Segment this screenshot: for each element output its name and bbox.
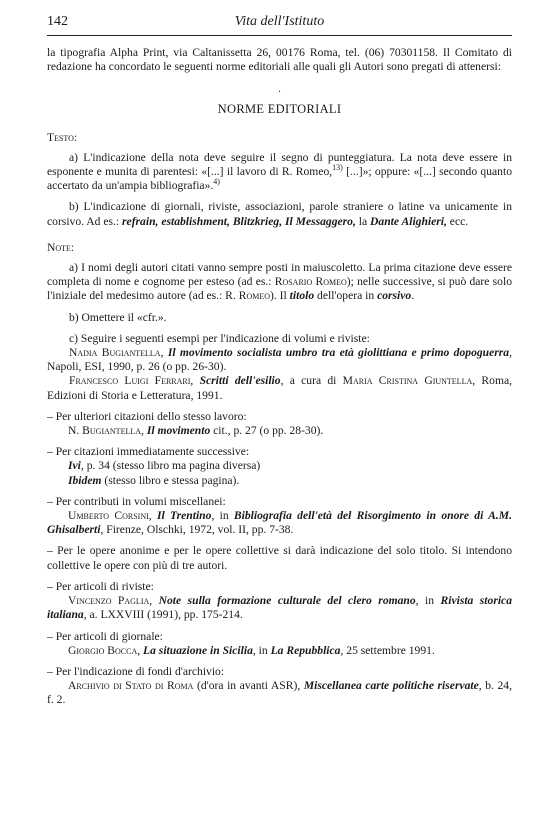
example-author: Vincenzo Paglia (68, 594, 150, 608)
ivi-example: Ivi, p. 34 (stesso libro ma pagina diversa) (68, 459, 261, 473)
note-a-text2: ); nelle successive, si può dare solo l'iniziale del medesimo autore (ad es.: R. (47, 275, 512, 303)
header-rule (47, 35, 512, 36)
testo-b-examples: refrain, establishment, Blitzkrieg, Il Messaggero, (122, 214, 356, 228)
archivio-label: – Per l'indicazione di fondi d'archivio: (47, 664, 225, 678)
example-bugiantella: Nadia Bugiantella, Il movimento socialista umbro tra età giolittiana e primo dopoguerra, Napoli, ESI, 1990, p. 26 (o pp. 26-30). (47, 346, 512, 374)
running-header (47, 14, 512, 34)
note-rule-c: c) Seguire i seguenti esempi per l'indicazione di volumi e riviste: (69, 331, 370, 345)
footnote-ref-4: 4) (213, 177, 220, 187)
intro-paragraph: la tipografia Alpha Print, via Caltanissetta 26, 00176 Roma, tel. (06) 70301158. Il Comitato di redazione ha concordato le seguenti norme editoriali alle quali gli Autori sono pregati di attenersi: (47, 46, 512, 74)
ornament: · (277, 87, 282, 99)
page-body (47, 46, 512, 708)
ibidem-term: Ibidem (68, 473, 102, 487)
example-author: Nadia Bugiantella (69, 346, 161, 360)
example-book: Bibliografia dell'età del Risorgimento in onore di A.M. Ghisalberti (47, 509, 513, 537)
note-a-text3: ). Il (270, 289, 290, 303)
example-details: , Napoli, ESI, 1990, p. 26 (o pp. 26-30). (47, 346, 512, 374)
example-details: , Firenze, Olschki, 1972, vol. II, pp. 7-38. (100, 523, 294, 537)
testo-b-text2: la (355, 214, 371, 228)
testo-rule-b (47, 200, 512, 228)
testo-b-text3: ecc. (446, 214, 469, 228)
testo-b-example-dante: Dante Alighieri, (370, 214, 447, 228)
example-author: Giorgio Bocca (68, 643, 138, 657)
note-a-titolo: titolo (289, 289, 315, 303)
example-title: La situazione in Sicilia (143, 643, 253, 657)
note-heading: Note: (47, 240, 75, 254)
example-title: Il Trentino (156, 509, 212, 523)
example-details: , Roma, Edizioni di Storia e Letteratura, 1991. (47, 374, 513, 402)
note-a-name-short: Romeo (238, 289, 271, 303)
note-a-text5: . (411, 289, 415, 303)
note-a-corsivo: corsivo (377, 289, 412, 303)
ulteriori-example: N. Bugiantella, Il movimento cit., p. 27 (o pp. 28-30). (68, 424, 324, 438)
testo-a-text1: a) L'indicazione della nota deve seguire il segno di punteggiatura. La nota deve essere in esponente e munita di parentesi: «[...] il lavoro di R. Romeo, (47, 150, 512, 179)
giornale-label: – Per articoli di giornale: (47, 629, 163, 643)
example-details: , 25 settembre 1991. (340, 643, 435, 657)
note-a-text1: a) I nomi degli autori citati vanno sempre posti in maiuscoletto. La prima citazione deve essere completa di nome e cognome per esteso (ad es.: (47, 261, 512, 289)
archivio-example: Archivio di Stato di Roma (d'ora in avanti ASR), Miscellanea carte politiche riservate, b. 24, f. 2. (47, 679, 512, 707)
note-rule-b: b) Omettere il «cfr.». (69, 310, 167, 324)
ivi-term: Ivi (68, 459, 81, 473)
example-details: cit., p. 27 (o pp. 28-30). (210, 424, 324, 438)
giornale-example: Giorgio Bocca, La situazione in Sicilia, in La Repubblica, 25 settembre 1991. (68, 643, 435, 657)
testo-b-text1: b) L'indicazione di giornali, riviste, associazioni, parole straniere o latine va unicamente in corsivo. Ad es.: (47, 200, 512, 228)
testo-a-text2: [...]»; oppure: «[...] secondo quanto accertato da un'ampia bibliografia». (47, 165, 512, 193)
example-journal: Rivista storica italiana (47, 594, 513, 622)
example-title: Il movimento (146, 424, 211, 438)
riviste-label: – Per articoli di riviste: (47, 579, 154, 593)
example-author: Francesco Luigi Ferrari (69, 374, 191, 388)
example-ferrari: Francesco Luigi Ferrari, Scritti dell'esilio, a cura di Maria Cristina Giuntella, Roma, Edizioni di Storia e Letteratura, 1991. (47, 374, 513, 402)
example-details: , a. LXXVIII (1991), pp. 175-214. (83, 608, 243, 622)
miscellanei-label: – Per contributi in volumi miscellanei: (47, 494, 226, 508)
page-number: 142 (47, 14, 68, 29)
testo-rule-a (47, 151, 512, 194)
riviste-example: Vincenzo Paglia, Note sulla formazione culturale del clero romano, in Rivista storica italiana, a. LXXVIII (1991), pp. 175-214. (47, 594, 513, 622)
example-title: Note sulla formazione culturale del clero romano (158, 594, 416, 608)
running-title: Vita dell'Istituto (234, 14, 325, 29)
testo-heading: Testo: (47, 130, 78, 144)
note-a-text4: dell'opera in (314, 289, 378, 303)
note-a-name-full: Rosario Romeo (274, 275, 347, 289)
ulteriori-label: – Per ulteriori citazioni dello stesso lavoro: (47, 409, 247, 423)
example-archive: Archivio di Stato di Roma (68, 679, 194, 693)
example-author: Umberto Corsini (68, 509, 149, 523)
example-journal: La Repubblica (270, 643, 341, 657)
ibidem-example: Ibidem (stesso libro e stessa pagina). (68, 473, 240, 487)
anonime-rule: – Per le opere anonime e per le opere collettive si darà indicazione del solo titolo. Si intendono collettive le opere con più di tre autori. (47, 544, 512, 572)
example-title: Miscellanea carte politiche riservate (303, 679, 479, 693)
example-details: , b. 24, f. 2. (47, 679, 512, 707)
example-editor: Maria Cristina Giuntella (342, 374, 473, 388)
example-author: N. Bugiantella (68, 424, 142, 438)
example-title: Scritti dell'esilio (199, 374, 281, 388)
footnote-ref-13: 13) (332, 163, 343, 173)
section-title: NORME EDITORIALI (217, 102, 342, 117)
immediate-label: – Per citazioni immediatamente successive: (47, 445, 250, 459)
note-rule-a (47, 261, 512, 304)
miscellanei-example: Umberto Corsini, Il Trentino, in Bibliografia dell'età del Risorgimento in onore di A.M. Ghisalberti, Firenze, Olschki, 1972, vol. II, pp. 7-38. (47, 509, 513, 537)
example-title: Il movimento socialista umbro tra età giolittiana e primo dopoguerra (167, 346, 510, 360)
